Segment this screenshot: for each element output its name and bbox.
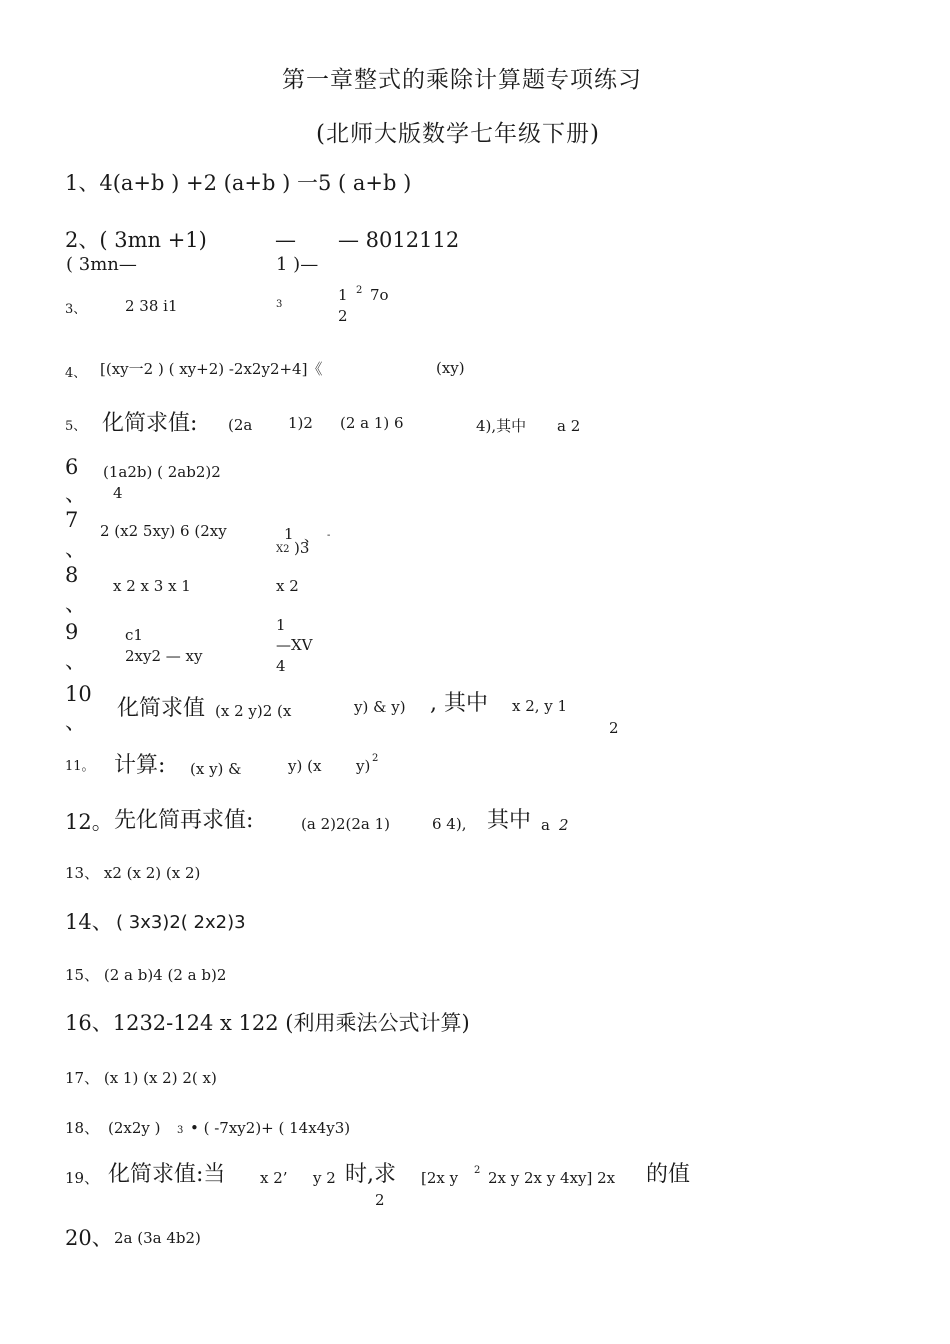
problem-16: 16、1232-124 x 122 (利用乘法公式计算) — [65, 1011, 470, 1035]
problem-2-tail: — 8012112 — [338, 228, 460, 252]
problem-1: 1、4(a+b ) +2 (a+b ) 一5 ( a+b ) — [65, 171, 412, 195]
page-title: 第一章整式的乘除计算题专项练习 — [282, 67, 642, 93]
problem-2-expr: 2、( 3mn +1) — [65, 228, 207, 252]
problem-2-cut-line: ( 3mn— 1 )— — [66, 254, 319, 275]
problem-15: 15、 (2 a b)4 (2 a b)2 — [65, 966, 227, 984]
problem-2-dash: — — [275, 228, 296, 252]
page-subtitle: (北师大版数学七年级下册) — [316, 121, 600, 147]
problem-17: 17、 (x 1) (x 2) 2( x) — [65, 1069, 217, 1087]
problem-13: 13、 x2 (x 2) (x 2) — [65, 864, 201, 882]
